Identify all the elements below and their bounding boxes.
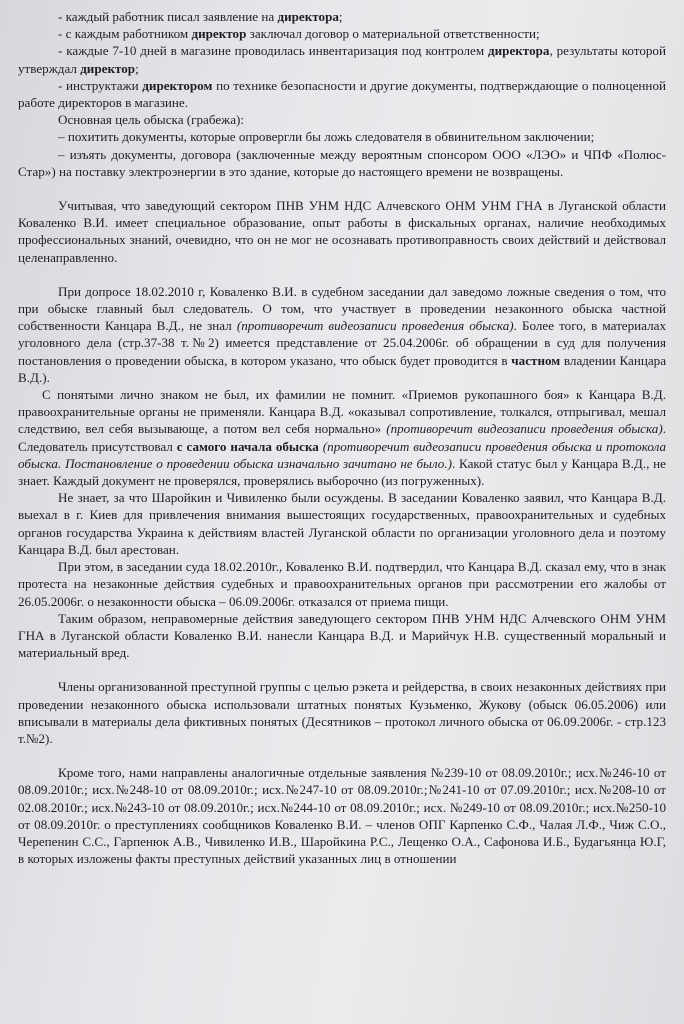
paragraph-witnesses: С понятыми лично знаком не был, их фамилии не помнит. «Приемов рукопашного боя» к Канцара В.Д. правоохранительные органы не применяли. Канцара В.Д. «оказывал сопротивление, толкался, отпрыгивал, мешал следствию, вел себя вызывающе, а потом вел себя нормально» (противоречит видеозаписи проведения обыска). Следователь присутствовал с самого начала обыска (противоречит видеозаписи проведения обыска и протокола обыска. Постановление о проведении обыска изначально зачитано не было.). Какой статус был у Канцара В.Д., не знает. Каждый документ не проверялся, проверялись выборочно (из погруженных).	[18, 387, 666, 489]
paragraph-statements: Кроме того, нами направлены аналогичные отдельные заявления №239-10 от 08.09.2010г.; исх.№246-10 от 08.09.2010г.; исх.№248-10 от 08.09.2010г.; исх.№247-10 от 08.09.2010г.;№241-10 от 07.09.2010г.; исх.№208-10 от 02.08.2010г.; исх.№243-10 от 08.09.2010г.; исх.№244-10 от 08.09.2010г.; исх. №249-10 от 08.09.2010г.; исх.№250-10 от 08.09.2010г. о преступлениях сообщников Коваленко В.И. – членов ОПГ Карпенко С.Ф., Чалая Л.Ф., Чиж С.О., Черепенин С.С., Гарпенюк А.В., Чивиленко И.В., Шаройкина Р.С., Лещенко О.А., Сафонова И.Б., Будагьянца Ю.Г, в которых изложены факты преступных действий указанных лиц в отношении	[18, 765, 666, 867]
search-goal-heading: Основная цель обыска (грабежа):	[58, 112, 245, 128]
list-item-inventory: - каждые 7-10 дней в магазине проводилась инвентаризация под контролем директора, результаты которой утверждал директор;	[18, 43, 666, 76]
document-body	[18, 8, 666, 867]
paragraph-hunger-strike: При этом, в заседании суда 18.02.2010г., Коваленко В.И. подтвердил, что Канцара В.Д. сказал ему, что в знак протеста на незаконные действия судебных и правоохранительных органов при рассмотрении его жалобы от 26.05.2006г. о незаконности обыска – 06.09.2006г. отказался от приема пищи.	[18, 559, 666, 609]
paragraph-group: Члены организованной преступной группы с целью рэкета и рейдерства, в своих незаконных действиях при проведении незаконного обыска использовали штатных понятых Кузьменко, Жукову (обыск 06.05.2006) или вписывали в материалы дела фиктивных понятых (Десятников – протокол личного обыска от 06.09.2006г. - стр.123 т.№2).	[18, 679, 666, 746]
goal-item-steal: – похитить документы, которые опровергли бы ложь следователя в обвинительном заключении;	[58, 129, 595, 145]
list-item-instructions: - инструктажи директором по технике безопасности и другие документы, подтверждающие о полноценной работе директоров в магазине.	[18, 77, 666, 111]
goal-item-seize: – изъять документы, договора (заключенные между вероятным спонсором ООО «ЛЭО» и ЧПФ «Полюс-Стар») на поставку электроэнергии в это здание, которые до настоящего времени не возвращены.	[18, 146, 666, 179]
paragraph-qualification: Учитывая, что заведующий сектором ПНВ УНМ НДС Алчевского ОНМ УНМ ГНА в Луганской области Коваленко В.И. имеет специальное образование, опыт работы в фискальных органах, наличие необходимых профессиональных знаний, очевидно, что он не мог не осознавать противоправность своих действий и действовал целенаправленно.	[18, 198, 666, 265]
list-item-contracts: - с каждым работником директор заключал договор о материальной ответственности;	[58, 26, 540, 42]
paragraph-convictions: Не знает, за что Шаройкин и Чивиленко были осуждены. В заседании Коваленко заявил, что Канцара В.Д. выехал в г. Киев для привлечения внимания вышестоящих государственных, правоохранительных и судебных органов государства Украина к действиям властей Луганской области по организации уголовного дела и поэтому Канцара В.Д. был арестован.	[18, 490, 666, 557]
paragraph-interrogation: При допросе 18.02.2010 г, Коваленко В.И. в судебном заседании дал заведомо ложные сведения о том, что при обыске главный был следователь. О том, что участвует в проведении незаконного обыска частной собственности Канцара В.Д., не знал (противоречит видеозаписи проведения обыска). Более того, в материалах уголовного дела (стр.37-38 т.№2) имеется представление от 25.04.2006г. об обращении в суд для получения постановления о проведении обыска, в котором указано, что обыск будет проводится в частном владении Канцара В.Д.).	[18, 283, 667, 385]
list-item-statements: - каждый работник писал заявление на директора;	[58, 9, 343, 24]
paragraph-conclusion: Таким образом, неправомерные действия заведующего сектором ПНВ УНМ НДС Алчевского ОНМ УНМ ГНА в Луганской области Коваленко В.И. нанесли Канцара В.Д. и Марийчук Н.В. существенный моральный и материальный вред.	[18, 610, 666, 661]
